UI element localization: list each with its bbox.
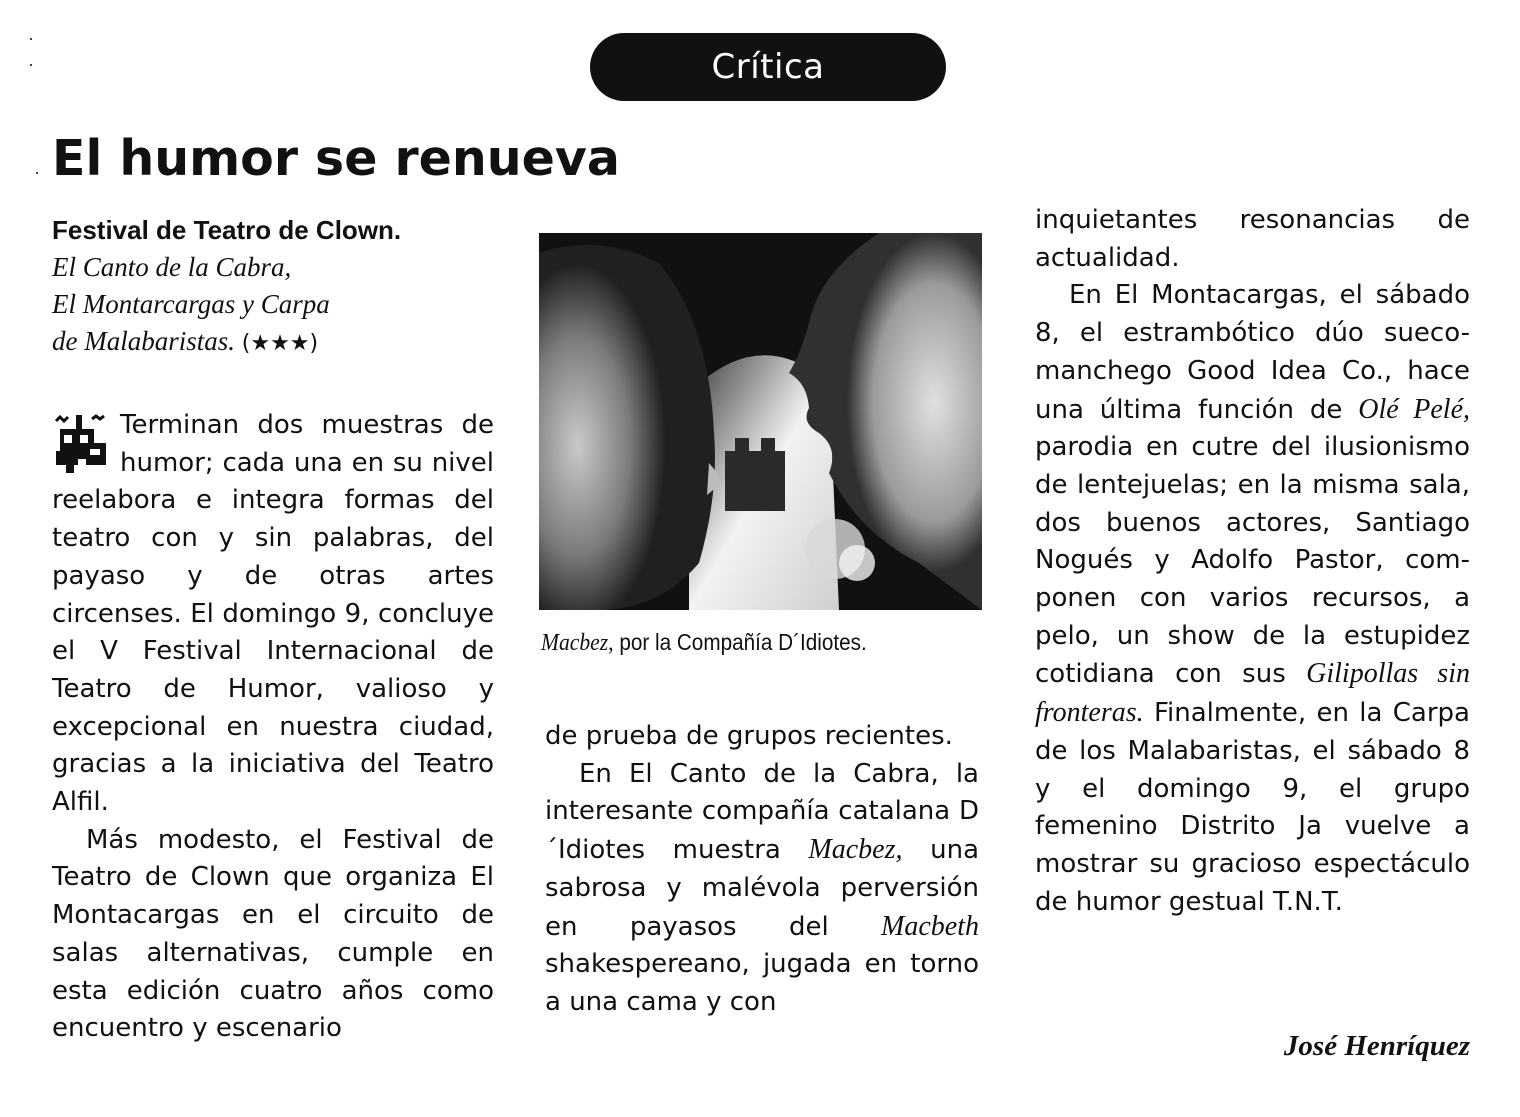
paragraph-3-continued: inquietantes resonancias de actualidad. <box>1035 205 1470 273</box>
clown-dropcap-icon <box>52 413 114 475</box>
venues-line-2: El Montarcargas y Carpa <box>52 289 330 319</box>
venues-line-1: El Canto de la Cabra, <box>52 252 292 282</box>
paragraph-4-text-c: Finalmente, en la Carpa de los Malabaristas, el sábado 8 y el domingo 9, el grupo femenino Distrito Ja vuelve a mostrar su gracioso espectáculo de humor gestual T.N.T. <box>1035 698 1470 917</box>
festival-title: Festival de Teatro de Clown. <box>52 215 402 245</box>
paragraph-4 <box>1035 277 1470 921</box>
caption-text: por la Compañía D´Idiotes. <box>619 629 867 655</box>
article-column-2 <box>545 718 979 1022</box>
paragraph-3 <box>545 756 979 1022</box>
paragraph-2: Más modesto, el Festival de Teatro de Clown que organiza El Montacargas en el circuito de salas alternativas, cumple en esta edición cuatro años como encuentro y escenario <box>52 824 494 1044</box>
author-byline: José Henríquez <box>1283 1030 1470 1062</box>
title-macbez: Macbez, <box>808 834 903 866</box>
title-gilipollas: Gilipollas sin fronteras. <box>1035 658 1470 729</box>
article-photo <box>539 233 982 610</box>
paragraph-1: Terminan dos muestras de humor; cada una en su nivel reelabora e integra formas del teatro con y sin palabras, del payaso y de otras artes circenses. El domingo 9, concluye el V Festival Internacional de Teatro de Humor, valioso y excepcional en nuestra ciudad, gracias a la iniciativa del Teatro Alfil. <box>52 410 494 818</box>
paragraph-3-text-b: una sabrosa y malévola perversión en payasos del <box>545 835 979 942</box>
article-column-3 <box>1035 202 1470 921</box>
paragraph-3-text-c: shakespereano, jugada en torno a una cama y con <box>545 949 979 1017</box>
macbez-photo <box>539 233 982 610</box>
paragraph-4-text-b: parodia en cutre del ilusionismo de lentejuelas; en la misma sala, dos buenos actores, Santiago Nogués y Adolfo Pastor, componen con varios recursos, a pelo, un show de la estupidez cotidiana con sus <box>1035 432 1470 690</box>
paragraph-2-continued: de prueba de grupos recientes. <box>545 721 953 751</box>
photo-caption <box>541 625 937 660</box>
section-label: Crítica <box>590 33 946 101</box>
headline: El humor se renueva <box>52 130 620 187</box>
article-column-1 <box>52 407 494 1048</box>
review-info-box <box>52 212 502 362</box>
title-ole-pele: Olé Pelé, <box>1358 393 1470 425</box>
star-rating: (★★★) <box>241 331 319 356</box>
paragraph-4-text-a: En El Montacargas, el sábado 8, el estrambótico dúo sueco-manchego Good Idea Co., hace una última función de <box>1035 280 1470 425</box>
paragraph-3-text-a: En El Canto de la Cabra, la interesante compañía catalana D´Idiotes muestra <box>545 758 979 866</box>
caption-title: Macbez, <box>541 630 614 656</box>
title-macbeth: Macbeth <box>881 910 979 942</box>
venues-line-3: de Malabaristas. <box>52 326 236 356</box>
